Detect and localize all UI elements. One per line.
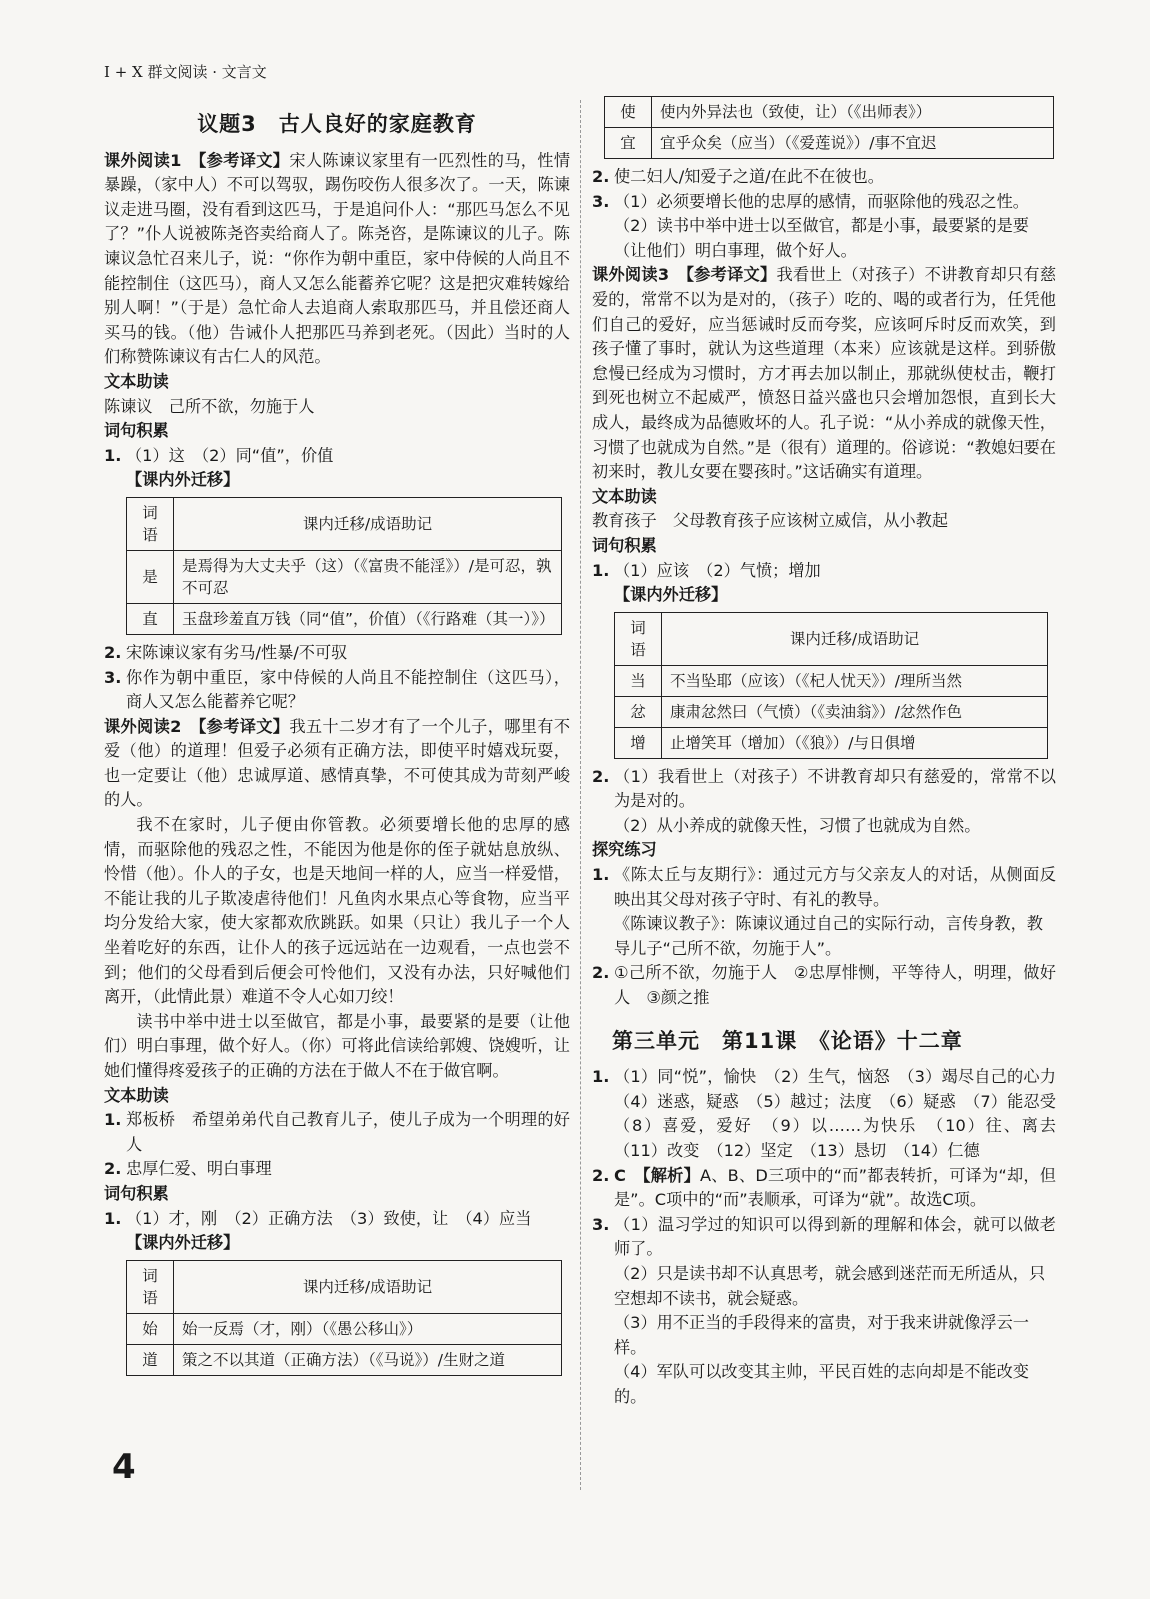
text-help-content: 教育孩子 父母教育孩子应该树立威信，从小教起	[592, 511, 949, 531]
unit-title: 第三单元 第11课 《论语》十二章	[612, 1028, 963, 1053]
text-help-content: 陈谏议 己所不欲，勿施于人	[104, 396, 315, 416]
vocab-item-1: 1. （1）应该 （2）气愤；增加	[592, 560, 821, 580]
reading2-paragraph: 读书中举中进士以至做官，都是小事，最要紧的是要（让他们）明白事理，做个好人。（你）可将此信读给郭嫂、饶嫂听，让她们懂得疼爱孩子的正确的方法在于做人不在于做官啊。	[104, 1011, 570, 1080]
reading1-text: 宋人陈谏议家里有一匹烈性的马，性情暴躁，（家中人）不可以驾驭，踢伤咬伤人很多次了。一天，陈谏议走进马圈，没有看到这匹马，于是追问仆人：“那匹马怎么不见了？”仆人说被陈尧咨卖给商人了。陈尧咨，是陈谏议的儿子。陈谏议急忙召来儿子，说：“你作为朝中重臣，家中侍候的人尚且不能控制住（这匹马），商人又怎么能蓄养它呢？这是把灾难转嫁给别人啊！”（于是）急忙命人去追商人索取那匹马，并且偿还商人买马的钱。（他）告诫仆人把那匹马养到老死。（因此）当时的人们称赞陈谏议有古仁人的风范。	[104, 150, 571, 367]
transfer-table-continued	[604, 96, 1054, 159]
table-row: 使 使内外异法也（致使，让）（《出师表》）	[605, 97, 1054, 128]
table-header-row: 词语 课内迁移/成语助记	[615, 612, 1048, 665]
vocab-item-3: 3. 你作为朝中重臣，家中侍候的人尚且不能控制住（这匹马），商人又怎么能蓄养它呢？	[104, 667, 570, 712]
table-row: 增 止增笑耳（增加）（《狼》）/与日俱增	[615, 727, 1048, 758]
explore-heading: 探究练习	[592, 840, 657, 860]
table-header-row	[127, 497, 562, 550]
explore-item-2: 2. ①己所不欲，勿施于人 ②忠厚悱恻，平等待人，明理，做好人 ③颜之推	[592, 963, 1056, 1008]
lesson-item-3-sub: （2）只是读书却不认真思考，就会感到迷茫而无所适从，只空想却不读书，就会疑惑。	[614, 1263, 1046, 1308]
table-header-note: 课内迁移/成语助记	[174, 497, 562, 550]
vocab-heading: 词句积累	[104, 1183, 169, 1203]
reading2-paragraph: 课外阅读2 【参考译文】我五十二岁才有了一个儿子，哪里有不爱（他）的道理！但爱子必须有正确方法，即使平时嬉戏玩耍，也一定要让（他）忠诚厚道、感情真挚，不可使其成为苛刻严峻的人。	[104, 716, 571, 810]
left-column	[104, 108, 570, 1382]
page-header: I + X 群文阅读 · 文言文	[104, 63, 267, 81]
vocab-item-3: 3. （1）必须要增长他的忠厚的感情，而驱除他的残忍之性。	[592, 191, 1029, 211]
text-help-heading: 文本助读	[104, 1085, 169, 1105]
reading3-paragraph: 课外阅读3 【参考译文】我看世上（对孩子）不讲教育却只有慈爱的，常常不以为是对的，（孩子）吃的、喝的或者行为，任凭他们自己的爱好，应当惩诫时反而夸奖，应该呵斥时反而欢笑，到孩子懂了事时，就认为这些道理（本来）应该就是这样。到骄傲怠慢已经成为习惯时，方才再去加以制止，那就纵使杖击，鞭打到死也树立不起威严，愤怒日益兴盛也只会增加怨恨，直到长大成人，最终成为品德败坏的人。孔子说：“从小养成的就像天性，习惯了也就成为自然。”是（很有）道理的。俗谚说：“教媳妇要在初来时，教儿女要在婴孩时。”这话确实有道理。	[592, 265, 1057, 482]
right-column	[592, 96, 1073, 1410]
lesson-item-1: 1. （1）同“悦”，愉快 （2）生气，恼怒 （3）竭尽自己的心力 （4）迷惑，疑惑 （5）越过；法度 （6）疑惑 （7）能忍受 （8）喜爱，爱好 （9）以……为快乐 （10）往、离去 （11）改变 （12）坚定 （13）恳切 （14）仁德	[592, 1067, 1073, 1160]
transfer-tag: 【课内外迁移】	[126, 470, 240, 490]
lesson-item-3-sub: （3）用不正当的手段得来的富贵，对于我来讲就像浮云一样。	[614, 1313, 1029, 1357]
vocab-item-1: 1. （1）这 （2）同“值”，价值	[104, 445, 334, 465]
text-help-heading: 文本助读	[104, 371, 169, 391]
lesson-item-3: 3. （1）温习学过的知识可以得到新的理解和体会，就可以做老师了。	[592, 1214, 1056, 1259]
lesson-item-3-sub: （4）军队可以改变其主帅，平民百姓的志向却是不能改变的。	[614, 1362, 1029, 1406]
transfer-table	[126, 497, 562, 635]
vocab-item-1: 1. （1）才，刚 （2）正确方法 （3）致使，让 （4）应当	[104, 1208, 532, 1228]
vocab-item-2: 2. （1）我看世上（对孩子）不讲教育却只有慈爱的，常常不以为是对的。	[592, 766, 1056, 811]
lesson-item-2: 2. C 【解析】A、B、D三项中的“而”都表转折，可译为“却，但是”。C项中的“而”表顺承，可译为“就”。故选C项。	[592, 1165, 1056, 1210]
explore-item-1-sub: 《陈谏议教子》：陈谏议通过自己的实际行动，言传身教，教导儿子“己所不欲，勿施于人”。	[614, 914, 1043, 958]
transfer-table	[126, 1260, 562, 1376]
reading3-lead: 课外阅读3 【参考译文】	[592, 265, 777, 285]
transfer-tag: 【课内外迁移】	[126, 1233, 240, 1253]
vocab-item-2-sub: （2）从小养成的就像天性，习惯了也就成为自然。	[614, 815, 981, 835]
table-row: 当 不当坠耶（应该）（《杞人忧天》）/理所当然	[615, 665, 1048, 696]
reading2-paragraph: 我不在家时，儿子便由你管教。必须要增长他的忠厚的感情，而驱除他的残忍之性，不能因为他是你的侄子就姑息放纵、怜惜（他）。仆人的子女，也是天地间一样的人，应当一样爱惜，不能让我的儿子欺凌虐待他们！凡鱼肉水果点心等食物，应当平均分发给大家，使大家都欢欣跳跃。如果（只让）我儿子一个人坐着吃好的东西，让仆人的孩子远远站在一边观看，一点也尝不到；他们的父母看到后便会可怜他们，又没有办法，只好喊他们离开，（此情此景）难道不令人心如刀绞！	[104, 815, 570, 1007]
vocab-item-2: 2. 使二妇人/知爱子之道/在此不在彼也。	[592, 167, 884, 186]
reading2-lead: 课外阅读2 【参考译文】	[104, 716, 290, 736]
text-help-item-2: 2. 忠厚仁爱、明白事理	[104, 1159, 272, 1179]
vocab-heading: 词句积累	[104, 421, 169, 441]
table-row: 是 是焉得为大丈夫乎（这）（《富贵不能淫》）/是可忍，孰不可忍	[127, 550, 562, 603]
table-row: 忿 康肃忿然曰（气愤）（《卖油翁》）/忿然作色	[615, 696, 1048, 727]
vocab-item-2: 2. 宋陈谏议家有劣马/性暴/不可驭	[104, 642, 348, 662]
text-help-heading: 文本助读	[592, 486, 657, 506]
explore-item-1: 1. 《陈太丘与友期行》：通过元方与父亲友人的对话，从侧面反映出其父母对孩子守时、有礼的教导。	[592, 865, 1056, 909]
topic-title: 议题3 古人良好的家庭教育	[197, 112, 477, 136]
table-row: 道 策之不以其道（正确方法）（《马说》）/生财之道	[127, 1344, 562, 1375]
table-row: 宜 宜乎众矣（应当）（《爱莲说》）/事不宜迟	[605, 128, 1054, 159]
table-header-row: 词语 课内迁移/成语助记	[127, 1260, 562, 1313]
transfer-tag: 【课内外迁移】	[614, 585, 728, 605]
reading1-lead: 课外阅读1 【参考译文】	[104, 150, 290, 170]
column-divider	[580, 100, 581, 1490]
table-row: 始 始一反焉（才，刚）（《愚公移山》）	[127, 1313, 562, 1344]
table-header-word: 词语	[127, 497, 174, 550]
text-help-item-1: 1. 郑板桥 希望弟弟代自己教育儿子，使儿子成为一个明理的好人	[104, 1110, 570, 1154]
vocab-heading: 词句积累	[592, 535, 657, 555]
transfer-table	[614, 612, 1048, 759]
page-number: 4	[112, 1447, 136, 1487]
vocab-item-3-sub: （2）读书中举中进士以至做官，都是小事，最要紧的是要（让他们）明白事理，做个好人。	[614, 216, 1029, 260]
reading1-paragraph	[104, 149, 570, 370]
table-row: 直 玉盘珍羞直万钱（同“值”，价值）（《行路难（其一）》）	[127, 603, 562, 634]
